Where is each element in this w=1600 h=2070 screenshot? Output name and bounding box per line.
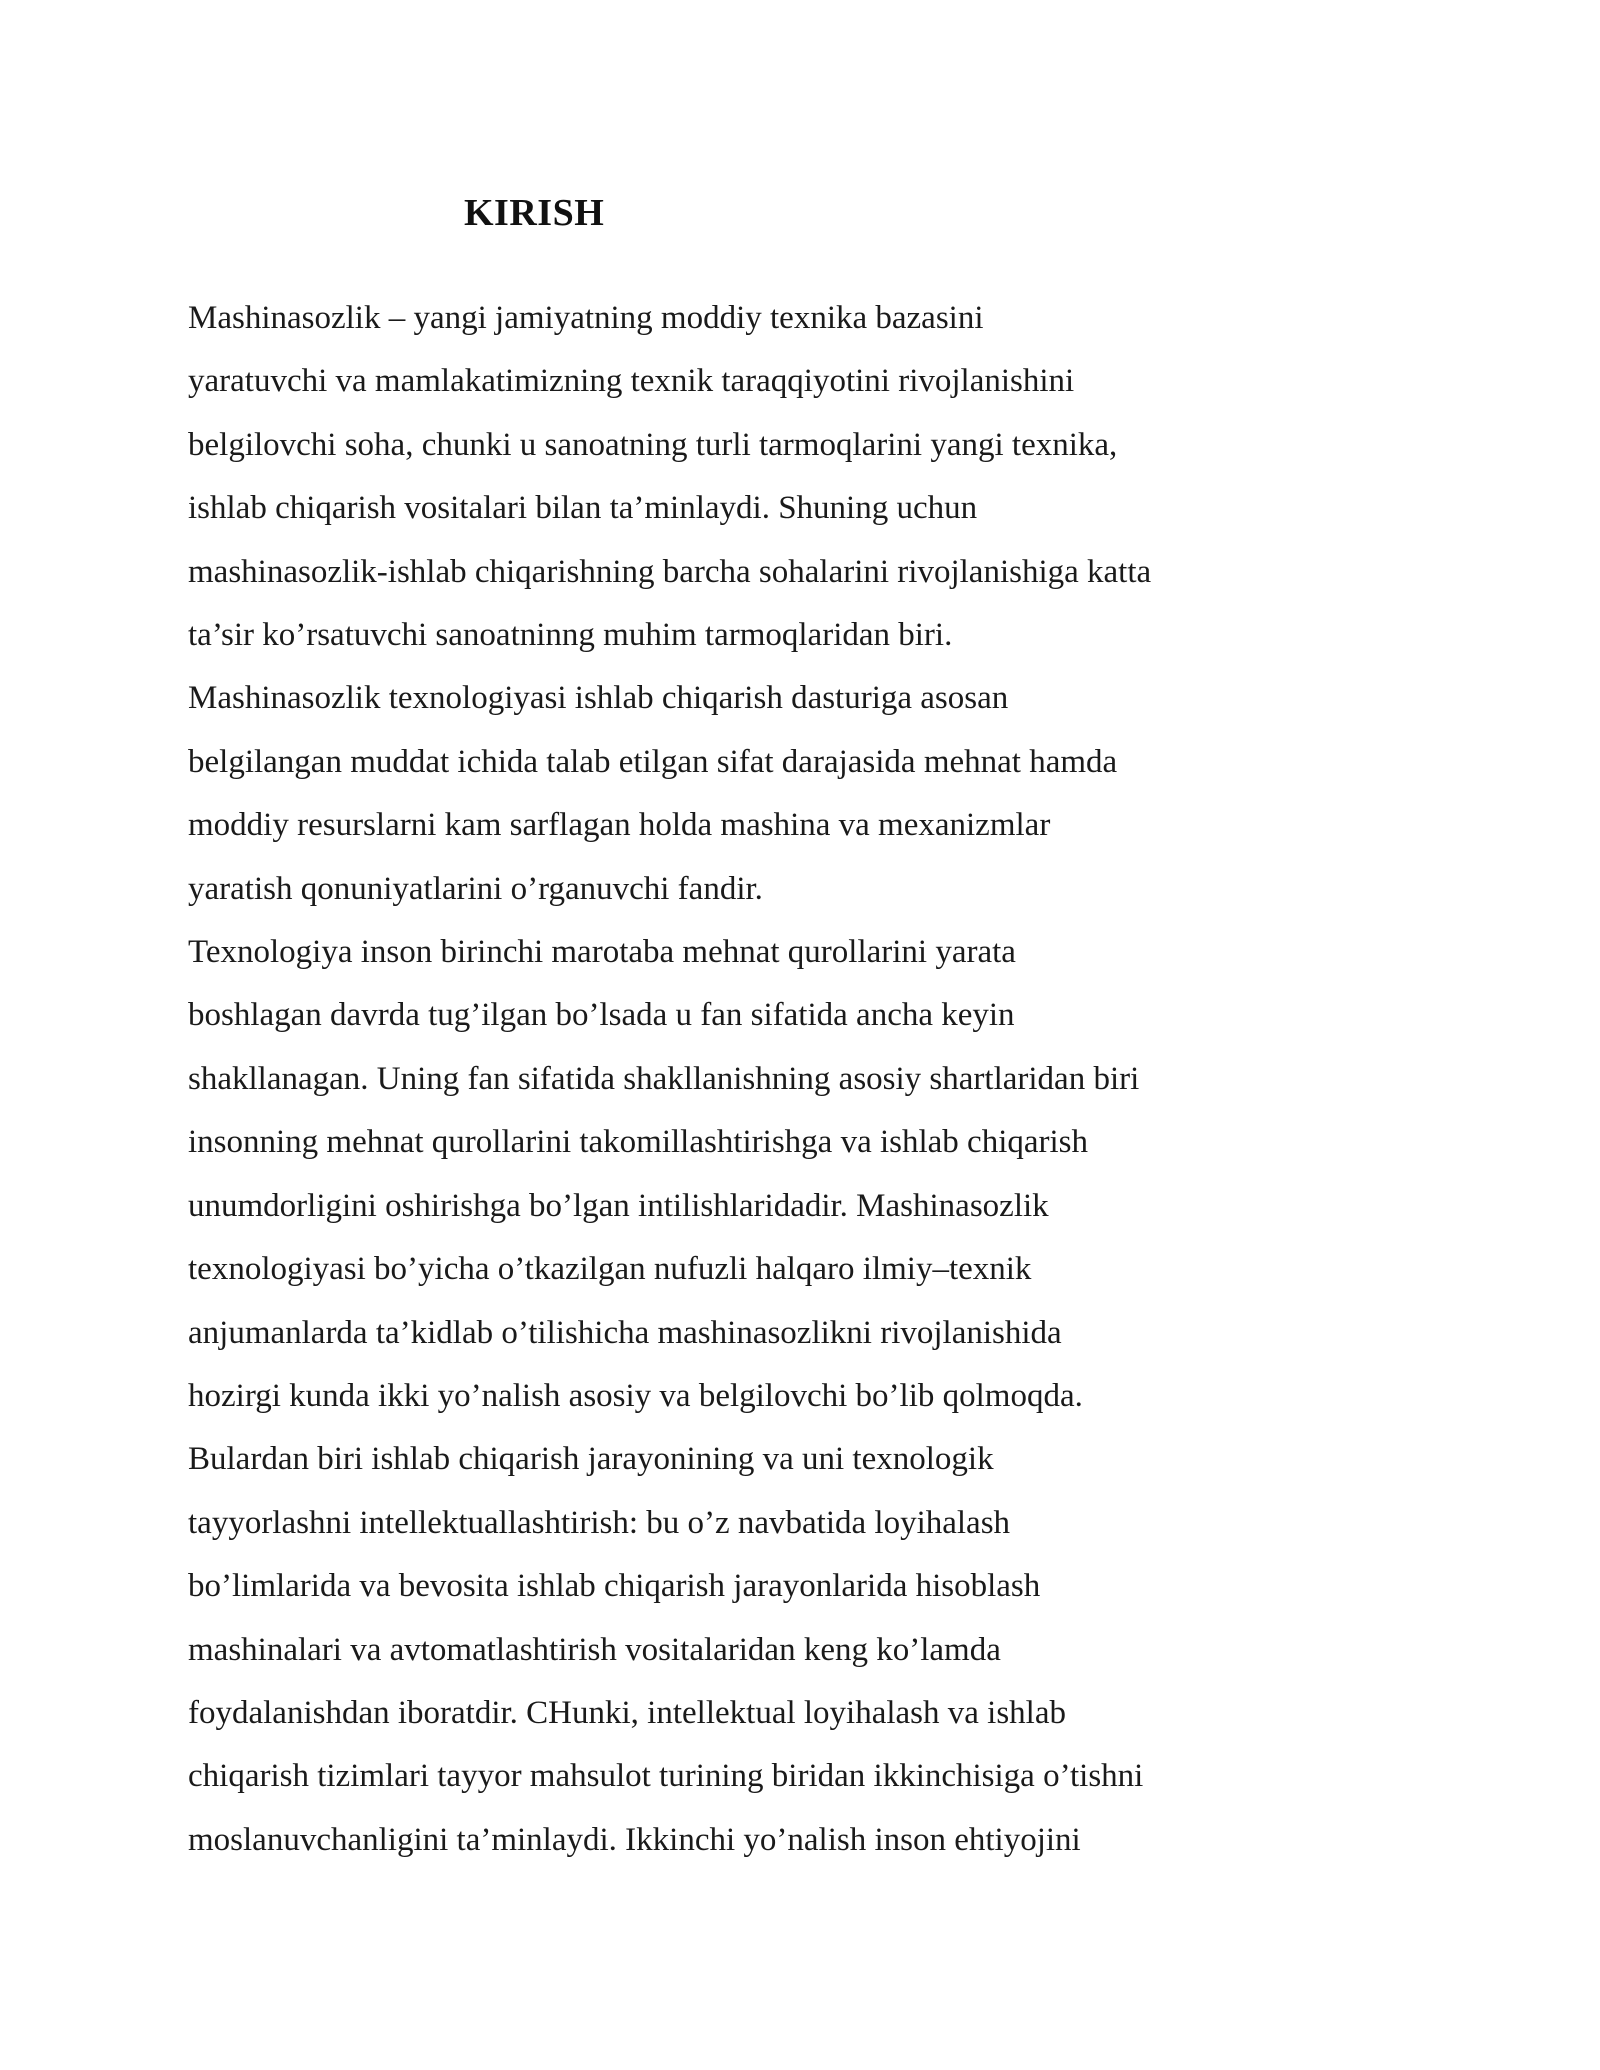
text-line: anjumanlarda ta’kidlab o’tilishicha mashinasozlikni rivojlanishida [188, 1314, 1062, 1351]
text-line: chiqarish tizimlari tayyor mahsulot turining biridan ikkinchisiga o’tishni [188, 1758, 1144, 1795]
text-line: shakllanagan. Uning fan sifatida shakllanishning asosiy shartlaridan biri [188, 1060, 1140, 1097]
text-line: Bulardan biri ishlab chiqarish jarayonining va uni texnologik [188, 1441, 994, 1478]
text-line: boshlagan davrda tug’ilgan bo’lsada u fan sifatida ancha keyin [188, 997, 1015, 1034]
page-title: KIRISH [464, 192, 605, 234]
text-line: texnologiyasi bo’yicha o’tkazilgan nufuzli halqaro ilmiy–texnik [188, 1251, 1032, 1288]
text-line: tayyorlashni intellektuallashtirish: bu o’z navbatida loyihalash [188, 1504, 1011, 1541]
text-line: insonning mehnat qurollarini takomillashtirishga va ishlab chiqarish [188, 1124, 1089, 1161]
text-line: unumdorligini oshirishga bo’lgan intilishlaridadir. Mashinasozlik [188, 1187, 1049, 1224]
text-line: yaratish qonuniyatlarini o’rganuvchi fandir. [188, 870, 763, 907]
text-line: ishlab chiqarish vositalari bilan ta’minlaydi. Shuning uchun [188, 490, 978, 527]
text-line: mashinasozlik-ishlab chiqarishning barcha sohalarini rivojlanishiga katta [188, 553, 1152, 590]
text-line: Mashinasozlik – yangi jamiyatning moddiy texnika bazasini [188, 300, 984, 336]
text-line: moddiy resurslarni kam sarflagan holda mashina va mexanizmlar [188, 807, 1051, 844]
text-line: yaratuvchi va mamlakatimizning texnik taraqqiyotini rivojlanishini [188, 363, 1075, 400]
text-line: belgilangan muddat ichida talab etilgan sifat darajasida mehnat hamda [188, 743, 1118, 780]
text-line: bo’limlarida va bevosita ishlab chiqarish jarayonlarida hisoblash [188, 1568, 1041, 1605]
text-line: Mashinasozlik texnologiyasi ishlab chiqarish dasturiga asosan [188, 680, 1009, 717]
text-line: foydalanishdan iboratdir. CHunki, intellektual loyihalash va ishlab [188, 1694, 1066, 1731]
text-line: moslanuvchanligini ta’minlaydi. Ikkinchi yo’nalish inson ehtiyojini [188, 1821, 1081, 1858]
text-line: belgilovchi soha, chunki u sanoatning turli tarmoqlarini yangi texnika, [188, 426, 1118, 463]
text-line: hozirgi kunda ikki yo’nalish asosiy va belgilovchi bo’lib qolmoqda. [188, 1377, 1083, 1414]
body-text [188, 287, 1488, 1872]
text-line: mashinalari va avtomatlashtirish vositalaridan keng ko’lamda [188, 1631, 1001, 1668]
text-line: Texnologiya inson birinchi marotaba mehnat qurollarini yarata [188, 934, 1016, 971]
text-line: ta’sir ko’rsatuvchi sanoatninng muhim tarmoqlaridan biri. [188, 617, 953, 654]
